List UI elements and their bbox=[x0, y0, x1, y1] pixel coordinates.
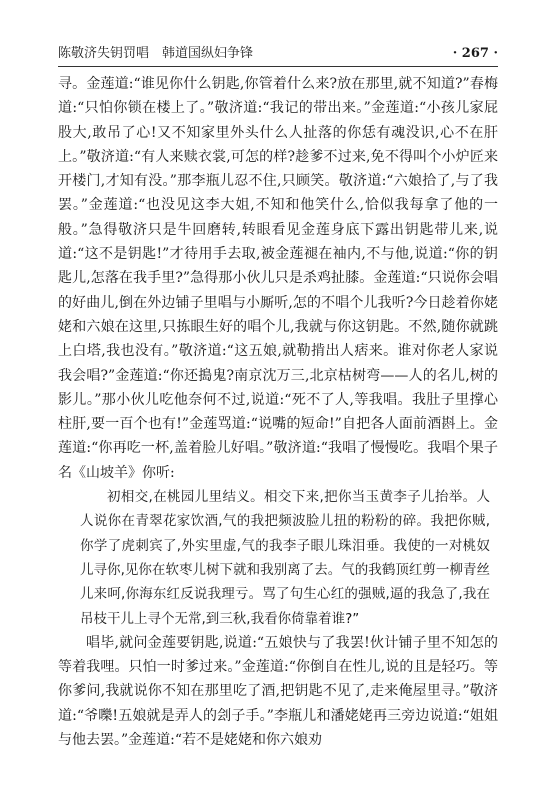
chapter-title: 陈敬济失钥罚唱 韩道国纵妇争锋 bbox=[58, 46, 254, 61]
closing-paragraph: 唱毕,就问金莲要钥匙,说道:“五娘快与了我罢!伙计铺子里不知怎的等着我哩。只怕一时爹过来。”金莲道:“你倒自在性儿,说的且是轻巧。等你爹问,我就说你不知在那里吃了酒,把钥匙不见了,走来俺屋里寻。”敬济道:“爷嚛!五娘就是弄人的刽子手。”李瓶儿和潘姥姥再三旁边说道:“姐姐与他去罢。”金莲道:“若不是姥姥和你六娘劝 bbox=[58, 634, 498, 749]
header-rule bbox=[58, 66, 498, 67]
body-paragraph: 寻。金莲道:“谁见你什么钥匙,你管着什么来?放在那里,就不知道?”春梅道:“只怕你锁在楼上了。”敬济道:“我记的带出来。”金莲道:“小孩儿家屁股大,敢吊了心!又不知家里外头什么人扯落的你恁有魂没识,心不在肝上。”敬济道:“有人来赎衣裳,可怎的样?趁爹不过来,免不得叫个小炉匠来开楼门,才知有没。”那李瓶儿忍不住,只顾笑。敬济道:“六娘拾了,与了我罢。”金莲道:“也没见这李大姐,不知和他笑什么,恰似我每拿了他的一般。”急得敬济只是牛回磨转,转眼看见金莲身底下露出钥匙带儿来,说道:“这不是钥匙!”才待用手去取,被金莲褪在袖内,不与他,说道:“你的钥匙儿,怎落在我手里?”急得那小伙儿只是杀鸡扯膝。金莲道:“只说你会唱的好曲儿,倒在外边铺子里唱与小厮听,怎的不唱个儿我听?今日趁着你姥姥和六娘在这里,只拣眼生好的唱个儿,我就与你这钥匙。不然,随你就跳上白塔,我也没有。”敬济道:“这五娘,就勒掯出人痞来。谁对你老人家说我会唱?”金莲道:“你还搗鬼?南京沈万三,北京枯树弯——人的名儿,树的影儿。”那小伙儿吃他奈何不过,说道:“死不了人,等我唱。我肚子里撑心柱肝,要一百个也有!”金莲骂道:“说嘴的短命!”自把各人面前酒斟上。金莲道:“你再吃一杯,盖着脸儿好唱。”敬济道:“我唱了慢慢吃。我唱个果子名《山坡羊》你听: bbox=[58, 76, 498, 481]
page-body bbox=[58, 72, 498, 752]
running-header bbox=[58, 44, 498, 64]
page-number: · 267 · bbox=[452, 46, 498, 61]
song-verse: 初相交,在桃园儿里结义。相交下来,把你当玉黄李子儿抬举。人人说你在青翠花家饮酒,气的我把频波脸儿扭的粉粉的碎。我把你贼,你学了虎刺宾了,外实里虚,气的我李子眼儿珠泪垂。我使的一对桃奴儿寻你,见你在软枣儿树下就和我别离了去。气的我鹤顶红剪一柳青丝儿来呵,你海东红反说我理亏。骂了句生心红的强贼,逼的我急了,我在吊枝干儿上寻个无常,到三秋,我看你倚靠着谁?” bbox=[80, 489, 490, 627]
